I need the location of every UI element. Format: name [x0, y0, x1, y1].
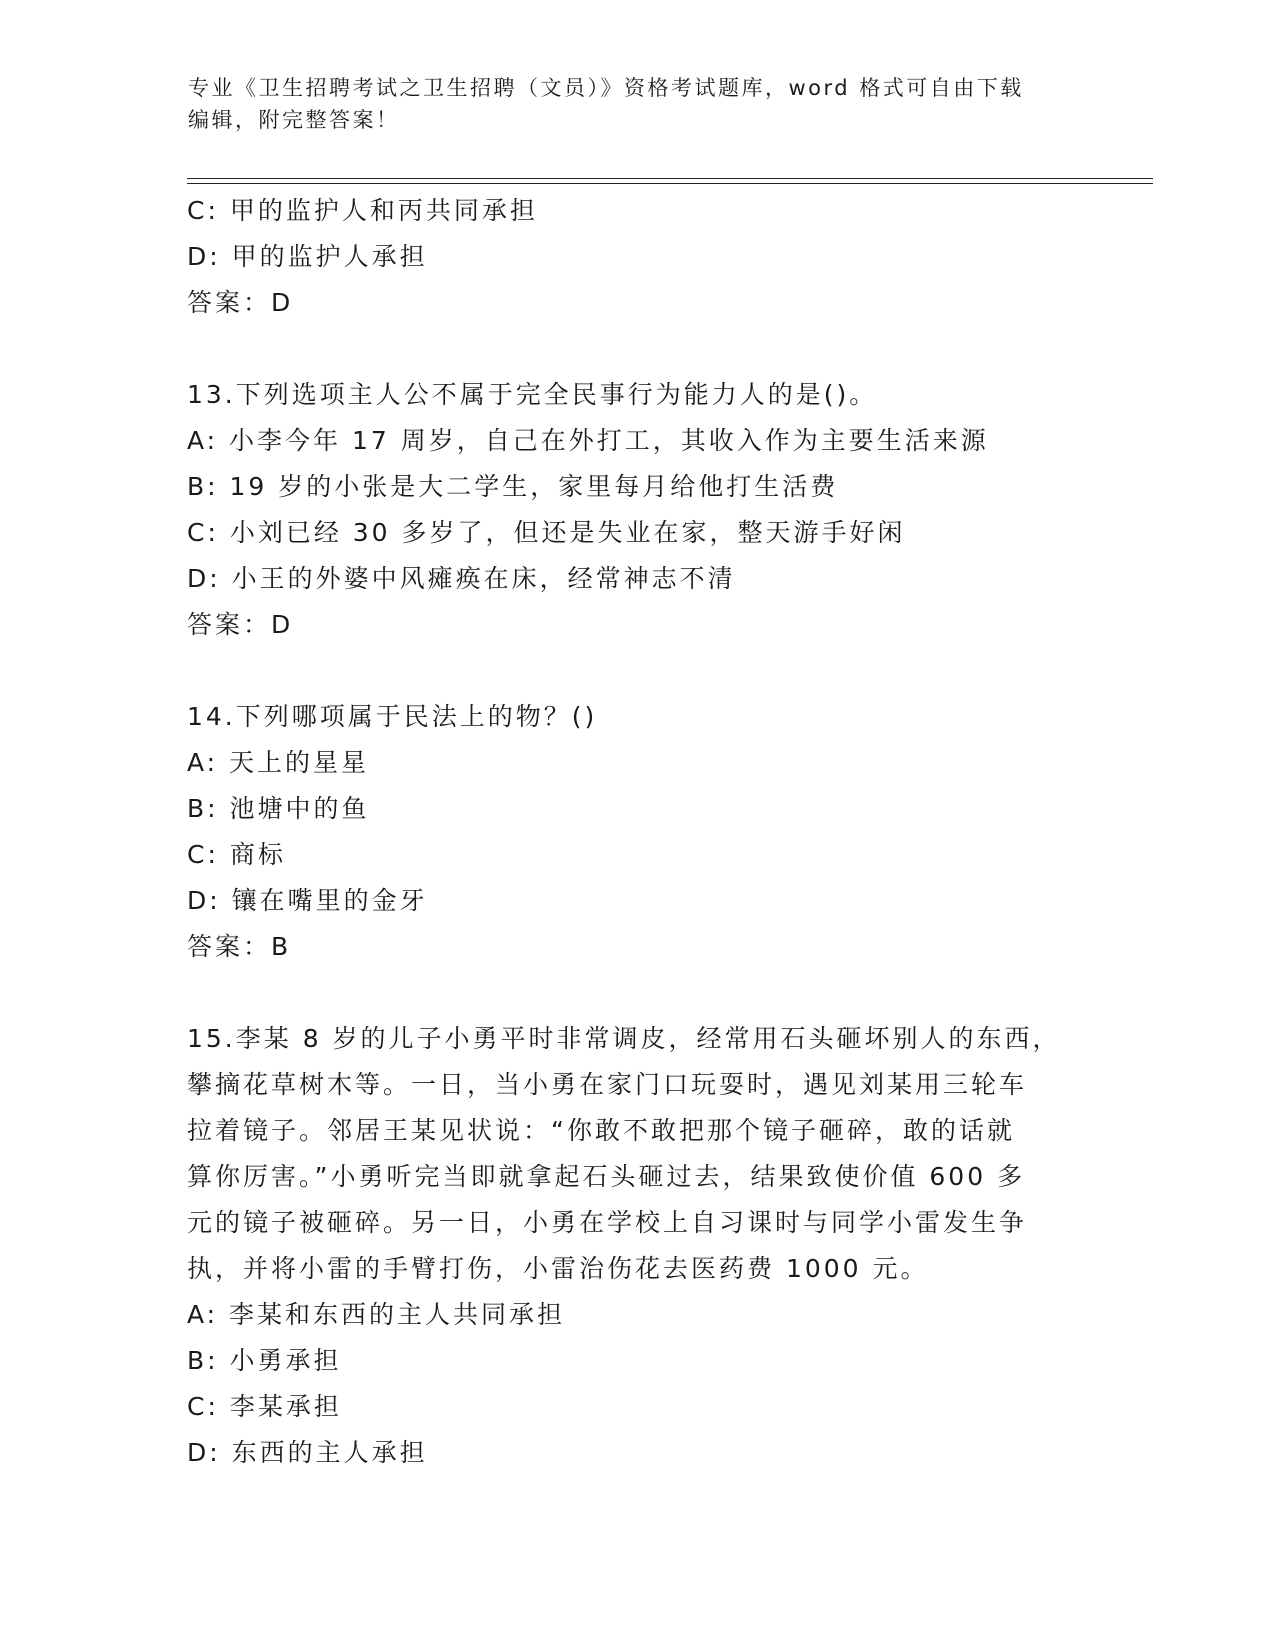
- answer-value: D: [271, 610, 292, 639]
- header-divider-top: [187, 178, 1153, 179]
- option-c: C: 甲的监护人和丙共同承担: [187, 196, 538, 225]
- question-stem: 13.下列选项主人公不属于完全民事行为能力人的是()。: [187, 380, 878, 409]
- answer-label: 答案：: [187, 610, 272, 639]
- option-d: D: 东西的主人承担: [187, 1438, 428, 1467]
- question-12-tail: [187, 188, 1067, 326]
- question-stem-line: 15.李某 8 岁的儿子小勇平时非常调皮，经常用石头砸坏别人的东西，: [187, 1024, 1061, 1053]
- question-stem-line: 元的镜子被砸碎。另一日，小勇在学校上自习课时与同学小雷发生争: [187, 1208, 1028, 1237]
- answer-line: [187, 280, 1067, 326]
- header-line-2: 编辑，附完整答案！: [188, 108, 400, 132]
- option-d: D: 镶在嘴里的金牙: [187, 886, 428, 915]
- option-c: C: 小刘已经 30 多岁了，但还是失业在家，整天游手好闲: [187, 518, 906, 547]
- option-c: C: 商标: [187, 840, 286, 869]
- option-d: D: 小王的外婆中风瘫痪在床，经常神志不清: [187, 564, 736, 593]
- spacer: [187, 648, 1067, 694]
- option-a: A: 小李今年 17 周岁，自己在外打工，其收入作为主要生活来源: [187, 426, 989, 455]
- option-d: D: 甲的监护人承担: [187, 242, 428, 271]
- answer-line: [187, 924, 1067, 970]
- answer-label: 答案：: [187, 932, 272, 961]
- spacer: [187, 326, 1067, 372]
- option-a: A: 天上的星星: [187, 748, 370, 777]
- option-c: C: 李某承担: [187, 1392, 342, 1421]
- question-stem-line: 执，并将小雷的手臂打伤，小雷治伤花去医药费 1000 元。: [187, 1254, 929, 1283]
- header-divider-bottom: [187, 183, 1153, 184]
- answer-value: B: [271, 932, 290, 961]
- option-b: B: 小勇承担: [187, 1346, 342, 1375]
- answer-label: 答案：: [187, 288, 272, 317]
- document-header: [188, 72, 1068, 136]
- question-stem: 14.下列哪项属于民法上的物？(): [187, 702, 598, 731]
- option-b: B: 19 岁的小张是大二学生，家里每月给他打生活费: [187, 472, 839, 501]
- question-15: [187, 1016, 1067, 1476]
- header-line-1: 专业《卫生招聘考试之卫生招聘（文员）》资格考试题库，word 格式可自由下载: [188, 76, 1024, 100]
- question-list: [187, 188, 1067, 1476]
- question-13: [187, 372, 1067, 648]
- option-a: A: 李某和东西的主人共同承担: [187, 1300, 566, 1329]
- question-stem-line: 拉着镜子。邻居王某见状说：“你敢不敢把那个镜子砸碎，敢的话就: [187, 1116, 1015, 1145]
- question-stem: [187, 1016, 1067, 1292]
- question-stem-line: 算你厉害。”小勇听完当即就拿起石头砸过去，结果致使价值 600 多: [187, 1162, 1026, 1191]
- question-14: [187, 694, 1067, 970]
- spacer: [187, 970, 1067, 1016]
- answer-value: D: [271, 288, 292, 317]
- question-stem-line: 攀摘花草树木等。一日，当小勇在家门口玩耍时，遇见刘某用三轮车: [187, 1070, 1028, 1099]
- option-b: B: 池塘中的鱼: [187, 794, 370, 823]
- answer-line: [187, 602, 1067, 648]
